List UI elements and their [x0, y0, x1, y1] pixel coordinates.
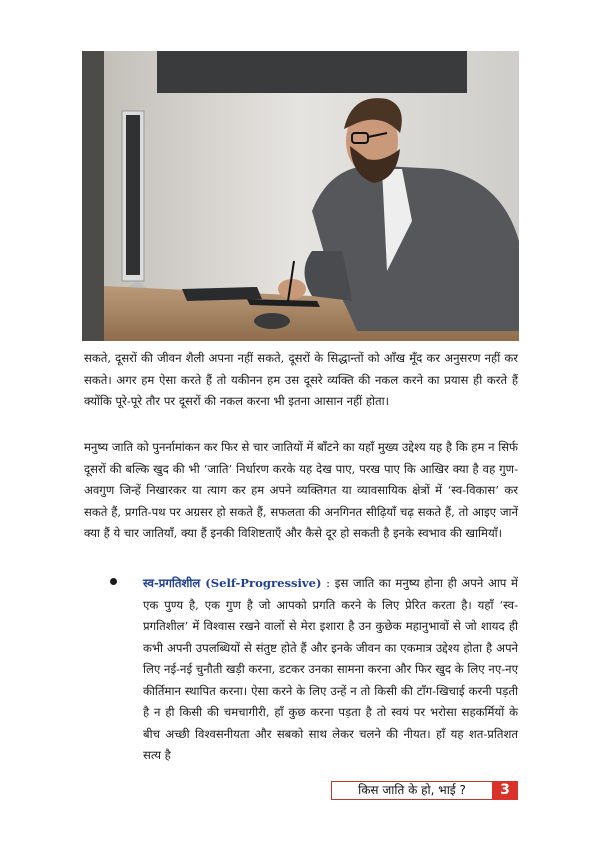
- bullet-text: [143, 573, 518, 767]
- man-working-at-desk-photo: [82, 51, 519, 341]
- footer-book-title: किस जाति के हो, भाई ?: [331, 781, 492, 800]
- page-footer: [331, 781, 518, 800]
- paragraph-1: सकते, दूसरों की जीवन शैली अपना नहीं सकते, दूसरों के सिद्धान्तों को आँख मूँद कर अनुसरण नहीं कर सकते। अगर हम ऐसा करते हैं तो यकीनन हम उस दूसरे व्यक्ति की नकल करने का प्रयास ही करते हैं क्योंकि पूरे-पूरे तौर पर दूसरों की नकल करना भी इतना आसान नहीं होता।: [84, 351, 518, 408]
- bullet-body: : इस जाति का मनुष्य होना ही अपने आप में एक पुण्य है, एक गुण है जो आपको प्रगति करने के लिए प्रेरित करता है। यहाँ ‘स्व-प्रगतिशील’ में विश्वास रखने वालों से मेरा इशारा है उन कुछेक महानुभावों से जो शायद ही कभी अपनी उपलब्धियों से संतुष्ट होते हैं और इनके जीवन का एकमात्र उद्देश्य होता है अपने लिए नई-नई चुनौती खड़ी करना, डटकर उनका सामना करना और फिर खुद के लिए नए-नए कीर्तिमान स्थापित करना। ऐसा करने के लिए उन्हें न तो किसी की टाँग-खिचाई करनी पड़ती है न ही किसी की चमचागीरी, हाँ कुछ करना पड़ता है तो स्वयं पर भरोसा सहकर्मियों के बीच अच्छी विश्वसनीयता और सबको साथ लेकर चलने की नीयत। हाँ यह शत-प्रतिशत सत्य है: [143, 576, 518, 762]
- paragraph-2: मनुष्य जाति को पुनर्नामांकन कर फिर से चार जातियों में बाँटने का यहाँ मुख्य उद्देश्य यह है कि हम न सिर्फ दूसरों की बल्कि खुद की भी ‘जाति’ निर्धारण करके यह देख पाए, परख पाए कि आखिर क्या है वह गुण-अवगुण जिन्हें निखारकर या त्याग कर हम अपने व्यक्तिगत या व्यावसायिक क्षेत्रों में ‘स्व-विकास’ कर सकते हैं, प्रगति-पथ पर अग्रसर हो सकते हैं, सफलता की अनगिनत सीढ़ियाँ चढ़ सकते हैं, तो आइए जानें क्या हैं ये चार जातियाँ, क्या हैं इनकी विशिष्टताएँ और कैसे दूर हो सकती है इनके स्वभाव की खामियाँ।: [84, 440, 518, 540]
- bullet-dot-icon: [110, 578, 117, 585]
- page-number: 3: [492, 781, 518, 800]
- photo-illustration: [82, 51, 519, 341]
- bullet-term: स्व-प्रगतिशील (Self-Progressive): [143, 576, 322, 590]
